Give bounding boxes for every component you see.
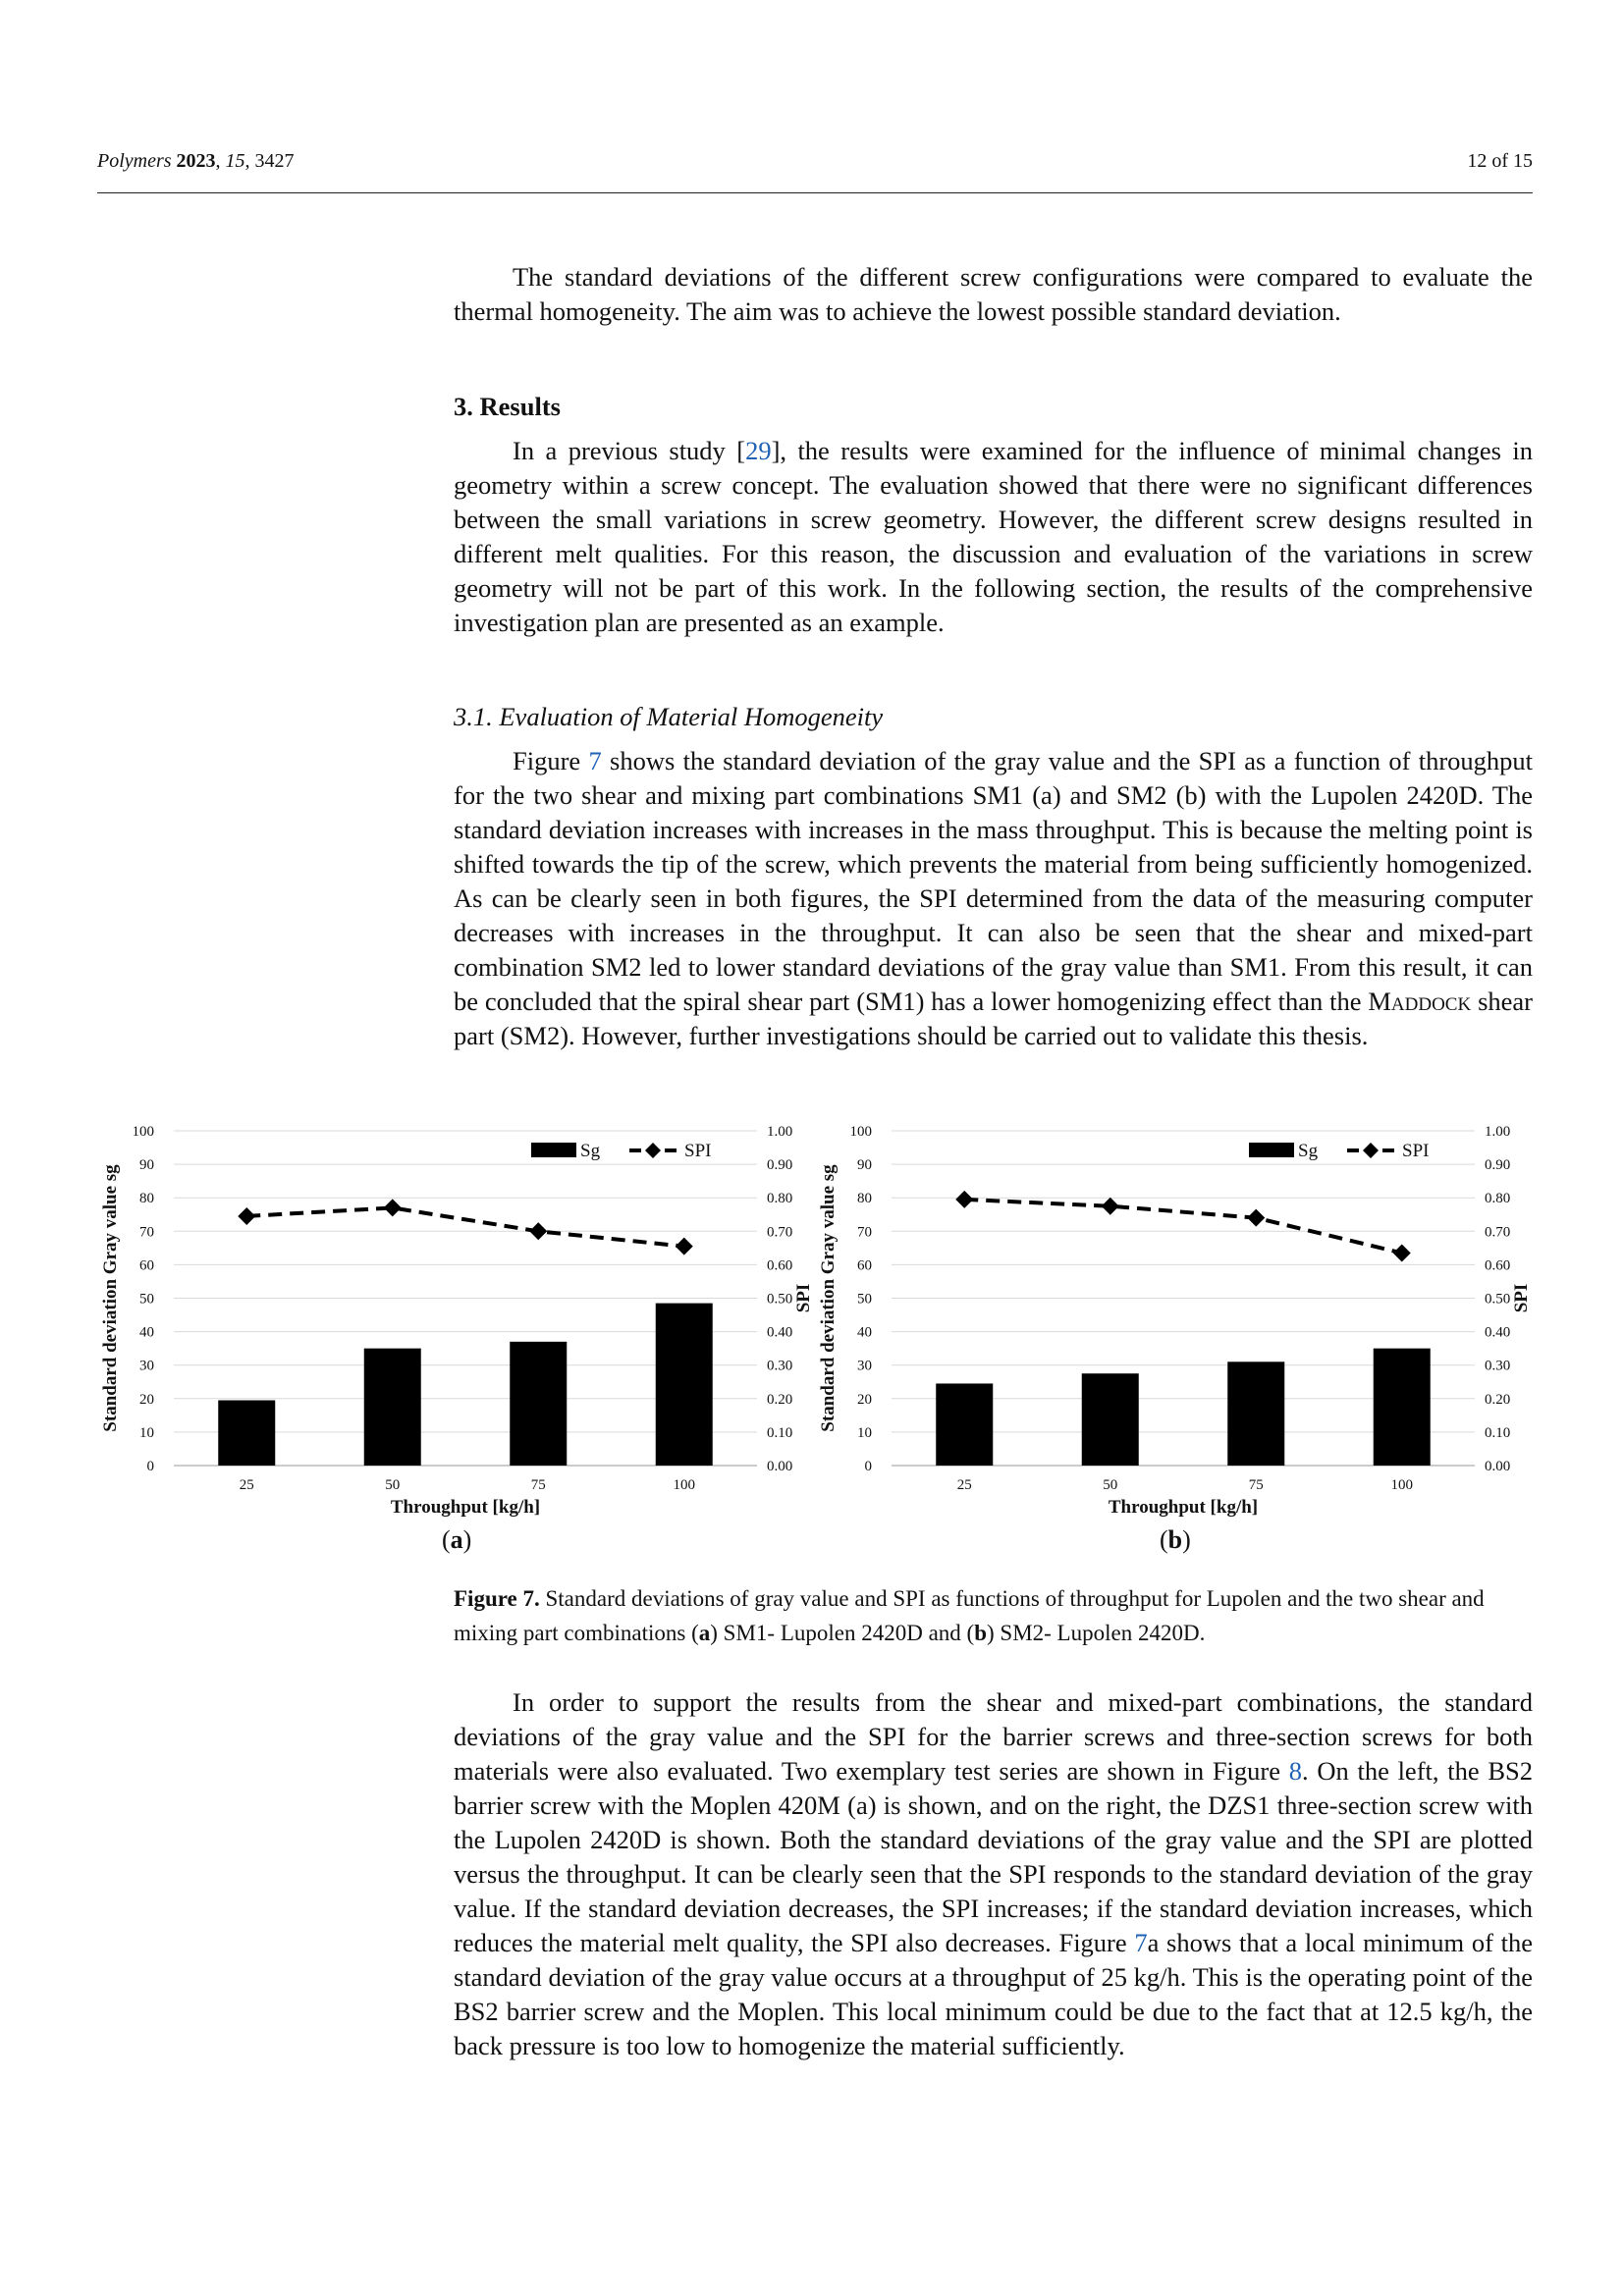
chart-a-legend-spi-label: SPI	[684, 1141, 712, 1161]
chart-a-xtick-label: 75	[530, 1477, 546, 1493]
chart-b-xtick-label: 25	[956, 1477, 972, 1493]
chart-b-spi-line	[964, 1200, 1402, 1254]
chart-a-bar-sg	[656, 1304, 713, 1466]
chart-a-y-axis-title: Standard deviation Gray value sg	[100, 1164, 121, 1432]
chart-b-ytick-label: 10	[857, 1424, 872, 1441]
chart-b-ytick-label: 70	[857, 1224, 872, 1241]
chart-a-ytick-label: 90	[139, 1157, 154, 1174]
chart-b-y-axis-title: Standard deviation Gray value sg	[818, 1164, 839, 1432]
caption-b: b	[974, 1621, 987, 1645]
chart-b-ytick-label: 0	[864, 1459, 872, 1474]
chart-b-y2tick-label: 0.50	[1485, 1291, 1511, 1308]
chart-a-bar-sg	[218, 1401, 275, 1466]
chart-b-ytick-label: 100	[849, 1124, 872, 1140]
chart-a-y2tick-label: 0.60	[767, 1257, 793, 1274]
caption-label: Figure 7.	[454, 1586, 540, 1611]
chart-b-legend-spi-label: SPI	[1402, 1141, 1430, 1161]
journal-volume: 15	[225, 150, 245, 172]
chart-b-ytick-label: 40	[857, 1324, 872, 1341]
chart-a-ytick-label: 30	[139, 1358, 154, 1374]
chart-b-y2tick-label: 0.80	[1485, 1191, 1511, 1207]
homogeneity-text-1: Figure	[513, 746, 589, 775]
chart-a-y2tick-label: 0.00	[767, 1459, 793, 1474]
section-heading-results: 3. Results	[454, 392, 561, 421]
chart-a-spi-marker	[384, 1199, 402, 1216]
article-number: 3427	[254, 150, 295, 172]
results-text-1: In a previous study [	[513, 436, 746, 465]
chart-b-spi-marker	[955, 1191, 973, 1208]
chart-a-bar-sg	[364, 1349, 421, 1466]
chart-a-spi-line	[246, 1207, 684, 1246]
chart-a-svg	[97, 1107, 814, 1520]
journal-name: Polymers	[97, 150, 172, 172]
caption-text-2: ) SM1- Lupolen 2420D and (	[710, 1621, 975, 1645]
chart-a-legend-sg-label: Sg	[580, 1141, 601, 1161]
results-text-2: ], the results were examined for the influence of minimal changes in geometry within a screw concept. The evaluation showed that there were no significant differences between the small variations in screw geometry. However, the different screw designs resulted in different melt qualities. For this reason, the discussion and evaluation of the variations in screw geometry will not be part of this work. In the following section, the results of the comprehensive investigation plan are presented as an example.	[454, 436, 1533, 637]
chart-a-bar-sg	[510, 1342, 567, 1466]
chart-a-ytick-label: 100	[132, 1124, 154, 1140]
chart-b-ytick-label: 20	[857, 1391, 872, 1408]
chart-b-y2tick-label: 1.00	[1485, 1124, 1511, 1140]
chart-a-xtick-label: 50	[385, 1477, 401, 1493]
chart-a-ytick-label: 60	[139, 1257, 154, 1274]
chart-b-y2tick-label: 0.60	[1485, 1257, 1511, 1274]
chart-a-y2tick-label: 1.00	[767, 1124, 793, 1140]
chart-b-bar-sg	[936, 1383, 993, 1466]
final-text-1: In order to support the results from the shear and mixed-part combinations, the standard deviations of the gray value and the SPI for the barrier screws and three-section screws for both materials were also evaluated. Two exemplary test series are shown in Figure	[454, 1687, 1533, 1786]
chart-b-y2tick-label: 0.10	[1485, 1424, 1511, 1441]
maddock-term: Maddock	[1368, 987, 1472, 1016]
chart-b	[815, 1107, 1532, 1520]
chart-a-spi-marker	[529, 1222, 547, 1240]
chart-b-ytick-label: 80	[857, 1191, 872, 1207]
chart-a-y2tick-label: 0.70	[767, 1224, 793, 1241]
chart-a-ytick-label: 80	[139, 1191, 154, 1207]
chart-b-ytick-label: 30	[857, 1358, 872, 1374]
caption-text-1: Standard deviations of gray value and SPI as functions of throughput for Lupolen and the two shear and mixing part combinations (	[454, 1586, 1485, 1645]
intro-paragraph	[454, 260, 1533, 329]
panel-label-b: (b)	[1160, 1525, 1191, 1554]
chart-a-ytick-label: 50	[139, 1291, 154, 1308]
chart-b-xtick-label: 100	[1390, 1477, 1413, 1493]
chart-a-ytick-label: 20	[139, 1391, 154, 1408]
chart-a-ytick-label: 0	[146, 1459, 154, 1474]
homogeneity-text-3: shear part (SM2). However, further investigations should be carried out to validate this thesis.	[454, 987, 1534, 1050]
chart-a-y2-axis-title: SPI	[793, 1283, 814, 1313]
page-number: 12 of 15	[1467, 150, 1533, 172]
chart-b-xtick-label: 50	[1103, 1477, 1118, 1493]
chart-b-ytick-label: 50	[857, 1291, 872, 1308]
chart-a-x-axis-title: Throughput [kg/h]	[390, 1497, 541, 1518]
figure-7-link[interactable]: 7	[588, 746, 602, 775]
citation-link[interactable]: 29	[745, 436, 772, 465]
homogeneity-paragraph	[454, 744, 1533, 1053]
final-text-2: . On the left, the BS2 barrier screw with the Moplen 420M (a) is shown, and on the right, the DZS1 three-section screw with the Lupolen 2420D is shown. Both the standard deviations of the gray value and the SPI are plotted versus the throughput. It can be clearly seen that the SPI responds to the standard deviation of the gray value. If the standard deviation decreases, the SPI increases; if the standard deviation increases, which reduces the material melt quality, the SPI also decreases. Figure	[454, 1756, 1533, 1957]
panel-label-a: (a)	[442, 1525, 472, 1554]
chart-b-spi-marker	[1102, 1198, 1119, 1215]
chart-b-bar-sg	[1374, 1349, 1431, 1466]
final-text-3: a shows that a local minimum of the standard deviation of the gray value occurs at a throughput of 25 kg/h. This is the operating point of the BS2 barrier screw and the Moplen. This local minimum could be due to the fact that at 12.5 kg/h, the back pressure is too low to homogenize the material sufficiently.	[454, 1928, 1533, 2060]
chart-a-y2tick-label: 0.20	[767, 1391, 793, 1408]
chart-b-x-axis-title: Throughput [kg/h]	[1108, 1497, 1259, 1518]
caption-text-3: ) SM2- Lupolen 2420D.	[987, 1621, 1206, 1645]
chart-b-legend-spi-marker	[1363, 1143, 1379, 1158]
chart-b-y2tick-label: 0.00	[1485, 1459, 1511, 1474]
chart-b-legend-sg-label: Sg	[1298, 1141, 1319, 1161]
chart-b-bar-sg	[1227, 1362, 1284, 1466]
chart-a-y2tick-label: 0.90	[767, 1157, 793, 1174]
journal-citation: Polymers 2023, 15, 3427	[97, 150, 295, 172]
final-paragraph	[454, 1685, 1533, 2063]
chart-a-y2tick-label: 0.30	[767, 1358, 793, 1374]
chart-b-ytick-label: 60	[857, 1257, 872, 1274]
figure-7a-link[interactable]: 7	[1134, 1928, 1148, 1957]
header-divider	[97, 192, 1533, 193]
journal-year: 2023	[176, 150, 216, 172]
chart-b-xtick-label: 75	[1248, 1477, 1264, 1493]
chart-a-ytick-label: 40	[139, 1324, 154, 1341]
chart-b-y2-axis-title: SPI	[1511, 1283, 1532, 1313]
chart-a-legend-spi-marker	[645, 1143, 661, 1158]
intro-paragraph-text: The standard deviations of the different screw configurations were compared to evaluate the thermal homogeneity. The aim was to achieve the lowest possible standard deviation.	[454, 262, 1533, 326]
subsection-heading: 3.1. Evaluation of Material Homogeneity	[454, 702, 884, 731]
chart-a-legend-sg-swatch	[531, 1143, 576, 1157]
chart-a-y2tick-label: 0.50	[767, 1291, 793, 1308]
chart-b-legend-sg-swatch	[1249, 1143, 1294, 1157]
figure-caption	[454, 1581, 1533, 1650]
figure-8-link[interactable]: 8	[1288, 1756, 1302, 1786]
chart-b-bar-sg	[1082, 1373, 1139, 1466]
chart-a-spi-marker	[676, 1238, 693, 1255]
chart-b-y2tick-label: 0.30	[1485, 1358, 1511, 1374]
chart-a-xtick-label: 25	[239, 1477, 254, 1493]
chart-b-ytick-label: 90	[857, 1157, 872, 1174]
chart-b-spi-marker	[1393, 1244, 1411, 1261]
chart-a-y2tick-label: 0.80	[767, 1191, 793, 1207]
results-paragraph	[454, 434, 1533, 640]
chart-b-y2tick-label: 0.90	[1485, 1157, 1511, 1174]
chart-a-y2tick-label: 0.40	[767, 1324, 793, 1341]
chart-b-y2tick-label: 0.20	[1485, 1391, 1511, 1408]
caption-a: a	[698, 1621, 711, 1645]
chart-a	[97, 1107, 814, 1520]
chart-b-spi-marker	[1247, 1209, 1265, 1227]
chart-a-ytick-label: 70	[139, 1224, 154, 1241]
chart-a-spi-marker	[238, 1207, 255, 1225]
chart-a-ytick-label: 10	[139, 1424, 154, 1441]
chart-b-y2tick-label: 0.40	[1485, 1324, 1511, 1341]
chart-b-svg	[815, 1107, 1532, 1520]
chart-a-y2tick-label: 0.10	[767, 1424, 793, 1441]
chart-a-xtick-label: 100	[673, 1477, 695, 1493]
chart-b-y2tick-label: 0.70	[1485, 1224, 1511, 1241]
homogeneity-text-2: shows the standard deviation of the gray value and the SPI as a function of throughput for the two shear and mixing part combinations SM1 (a) and SM2 (b) with the Lupolen 2420D. The standard deviation increases with increases in the mass throughput. This is because the melting point is shifted towards the tip of the screw, which prevents the material from being sufficiently homogenized. As can be clearly seen in both figures, the SPI determined from the data of the measuring computer decreases with increases in the throughput. It can also be seen that the shear and mixed-part combination SM2 led to lower standard deviations of the gray value than SM1. From this result, it can be concluded that the spiral shear part (SM1) has a lower homogenizing effect than the	[454, 746, 1534, 1016]
